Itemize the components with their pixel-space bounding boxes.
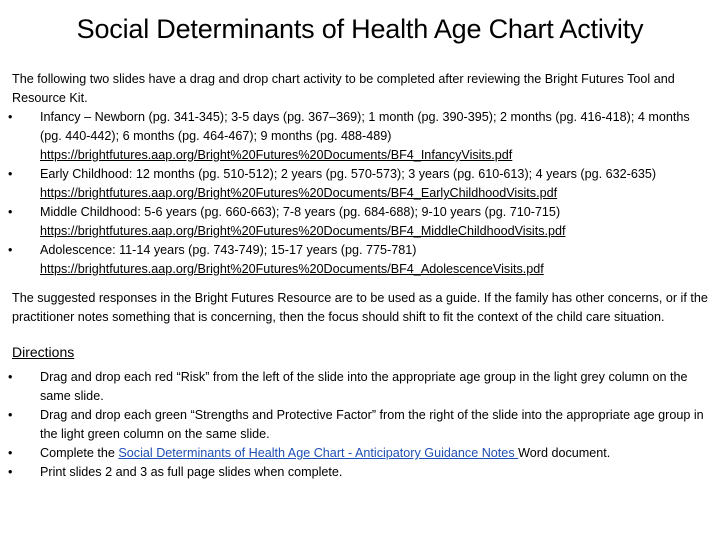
list-item-infancy	[8, 108, 712, 165]
direction-text: Print slides 2 and 3 as full page slides when complete.	[40, 465, 343, 479]
bullet-icon: •	[8, 205, 13, 219]
direction-text: Word document.	[518, 446, 611, 460]
age-group-text: Early Childhood: 12 months (pg. 510-512); 2 years (pg. 570-573); 3 years (pg. 610-613); 4 years (pg. 632-635)	[40, 167, 657, 181]
bullet-icon: •	[8, 110, 13, 124]
list-item-adolescence	[8, 241, 712, 279]
bullet-icon: •	[8, 243, 13, 257]
page-title: Social Determinants of Health Age Chart Activity	[76, 14, 644, 44]
bullet-icon: •	[8, 465, 13, 479]
bullet-icon: •	[8, 370, 13, 384]
direction-text: Complete the	[40, 446, 119, 460]
list-item-drag-strengths	[8, 406, 712, 444]
list-item-middle-childhood	[8, 203, 712, 241]
intro-paragraph: The following two slides have a drag and drop chart activity to be completed after reviewing the Bright Futures Tool and Resource Kit.	[12, 72, 675, 105]
age-group-text: Infancy – Newborn (pg. 341-345); 3-5 days (pg. 367–369); 1 month (pg. 390-395); 2 months (pg. 416-418); 4 months (pg. 440-442); 6 months (pg. 464-467); 9 months (pg. 488-489)	[40, 110, 690, 143]
list-item-print	[8, 463, 712, 482]
directions-heading: Directions	[12, 344, 75, 360]
early-childhood-visits-link[interactable]: https://brightfutures.aap.org/Bright%20Futures%20Documents/BF4_EarlyChildhoodVisits.pdf	[40, 186, 558, 200]
list-item-drag-risk	[8, 368, 712, 406]
guidance-paragraph: The suggested responses in the Bright Futures Resource are to be used as a guide. If the family has other concerns, or if the practitioner notes something that is concerning, then the focus should shift to fit the context of the child care situation.	[12, 291, 708, 324]
middle-childhood-visits-link[interactable]: https://brightfutures.aap.org/Bright%20Futures%20Documents/BF4_MiddleChildhoodVisits.pdf	[40, 224, 566, 238]
slide-content	[8, 70, 712, 482]
anticipatory-guidance-notes-link[interactable]: Social Determinants of Health Age Chart - Anticipatory Guidance Notes	[118, 446, 519, 460]
infancy-visits-link[interactable]: https://brightfutures.aap.org/Bright%20Futures%20Documents/BF4_InfancyVisits.pdf	[40, 148, 513, 162]
list-item-complete-notes	[8, 444, 712, 463]
age-group-text: Adolescence: 11-14 years (pg. 743-749); 15-17 years (pg. 775-781)	[40, 243, 417, 257]
direction-text: Drag and drop each red “Risk” from the left of the slide into the appropriate age group in the light grey column on the same slide.	[40, 370, 688, 403]
age-group-list	[8, 108, 712, 279]
list-item-early-childhood	[8, 165, 712, 203]
direction-text: Drag and drop each green “Strengths and Protective Factor” from the right of the slide into the appropriate age group in the light green column on the same slide.	[40, 408, 704, 441]
age-group-text: Middle Childhood: 5-6 years (pg. 660-663); 7-8 years (pg. 684-688); 9-10 years (pg. 710-715)	[40, 205, 561, 219]
bullet-icon: •	[8, 167, 13, 181]
directions-list	[8, 368, 712, 482]
bullet-icon: •	[8, 408, 13, 422]
adolescence-visits-link[interactable]: https://brightfutures.aap.org/Bright%20Futures%20Documents/BF4_AdolescenceVisits.pdf	[40, 262, 544, 276]
bullet-icon: •	[8, 446, 13, 460]
